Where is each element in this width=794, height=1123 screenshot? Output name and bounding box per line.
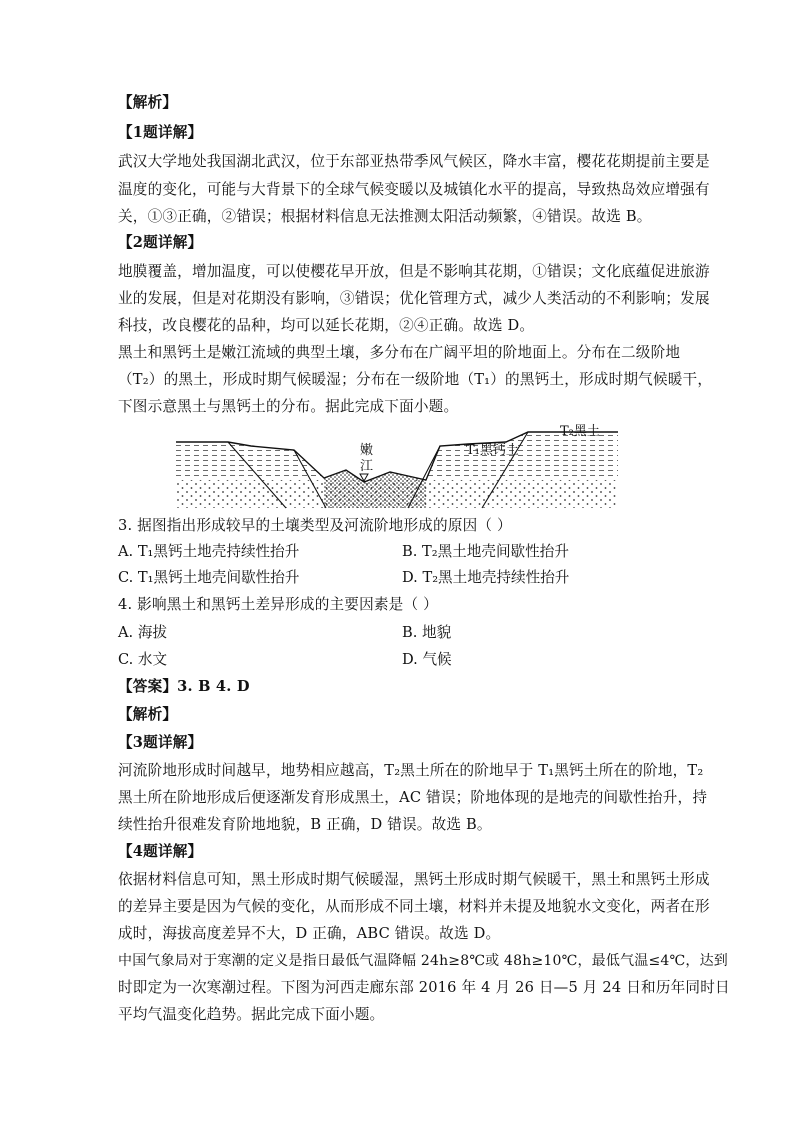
q3-explanation-line: 河流阶地形成时间越早，地势相应越高，T₂黑土所在的阶地早于 T₁黑钙土所在的阶地，T₂ [118,762,704,779]
material-paragraph-line: （T₂）的黑土，形成时期气候暖湿；分布在一级阶地（T₁）的黑钙土，形成时期气候暖干， [118,371,713,388]
q4-explanation-line: 依据材料信息可知，黑土形成时期气候暖湿，黑钙土形成时期气候暖干，黑土和黑钙土形成 [118,871,710,888]
right-terrace-sediment [426,432,618,480]
soil-terrace-cross-section [176,418,618,510]
question-3-stem: 3. 据图指出形成较早的土壤类型及河流阶地形成的原因（ ） [118,517,512,534]
q2-explanation-line: 业的发展，但是对花期没有影响，③错误；优化管理方式，减少人类活动的不利影响；发展 [118,290,710,307]
q4-explanation-line: 成时，海拔高度差异不大，D 正确，ABC 错误。故选 D。 [118,925,501,942]
q3-explanation-line: 续性抬升很难发育阶地地貌，B 正确，D 错误。故选 B。 [118,816,492,833]
q3-explanation-line: 黑土所在阶地形成后便逐渐发育形成黑土，AC 错误；阶地体现的是地壳的间歇性抬升，持 [118,789,708,806]
analysis-heading: 【解析】 [118,706,178,723]
material-paragraph-line: 黑土和黑钙土是嫩江流域的典型土壤，多分布在广阔平坦的阶地面上。分布在二级阶地 [118,344,681,361]
q2-explanation-line: 科技，改良樱花的品种，均可以延长花期，②④正确。故选 D。 [118,317,535,334]
t1-black-calcium-soil-label: T₁黑钙土 [466,443,519,458]
material-paragraph-line: 中国气象局对于寒潮的定义是指日最低气温降幅 24h≥8℃或 48h≥10℃，最低气温≤4℃，达到 [118,953,728,969]
question-4-option-a[interactable]: A. 海拔 [118,624,168,641]
q1-explanation-line: 温度的变化，可能与大背景下的全球气候变暖以及城镇化水平的提高，导致热岛效应增强有 [118,181,710,198]
question-4-option-c[interactable]: C. 水文 [118,651,168,668]
material-paragraph-line: 时即定为一次寒潮过程。下图为河西走廊东部 2016 年 4 月 26 日—5 月 24 日和历年同时日 [118,979,730,996]
question-4-option-d[interactable]: D. 气候 [402,651,452,668]
q4-explanation-line: 的差异主要是因为气候的变化，从而形成不同土壤，材料并未提及地貌水文变化，两者在形 [118,898,710,915]
q4-detail-heading: 【4题详解】 [118,843,203,860]
q2-explanation-line: 地膜覆盖，增加温度，可以使樱花早开放，但是不影响其花期，①错误；文化底蕴促进旅游 [118,263,710,280]
material-paragraph-line: 下图示意黑土与黑钙土的分布。据此完成下面小题。 [118,398,459,415]
analysis-heading: 【解析】 [118,94,178,111]
q1-detail-heading: 【1题详解】 [118,124,203,141]
t2-black-soil-label: T₂黑土 [560,424,600,439]
question-4-option-b[interactable]: B. 地貌 [402,624,452,641]
question-3-option-c[interactable]: C. T₁黑钙土地壳间歇性抬升 [118,569,300,586]
question-3-option-b[interactable]: B. T₂黑土地壳间歇性抬升 [402,543,569,560]
question-4-stem: 4. 影响黑土和黑钙土差异形成的主要因素是（ ） [118,596,438,613]
question-3-option-a[interactable]: A. T₁黑钙土地壳持续性抬升 [118,543,300,560]
q1-explanation-line: 关，①③正确，②错误；根据材料信息无法推测太阳活动频繁，④错误。故选 B。 [118,208,652,225]
q1-explanation-line: 武汉大学地处我国湖北武汉，位于东部亚热带季风气候区，降水丰富，樱花花期提前主要是 [118,153,710,170]
material-paragraph-line: 平均气温变化趋势。据此完成下面小题。 [118,1006,385,1023]
river-label: 嫩 [360,443,374,458]
q3-detail-heading: 【3题详解】 [118,734,203,751]
question-3-option-d[interactable]: D. T₂黑土地壳持续性抬升 [402,569,570,586]
river-label: 江 [360,459,374,474]
answer-line: 【答案】3. B 4. D [118,678,250,695]
q2-detail-heading: 【2题详解】 [118,234,203,251]
